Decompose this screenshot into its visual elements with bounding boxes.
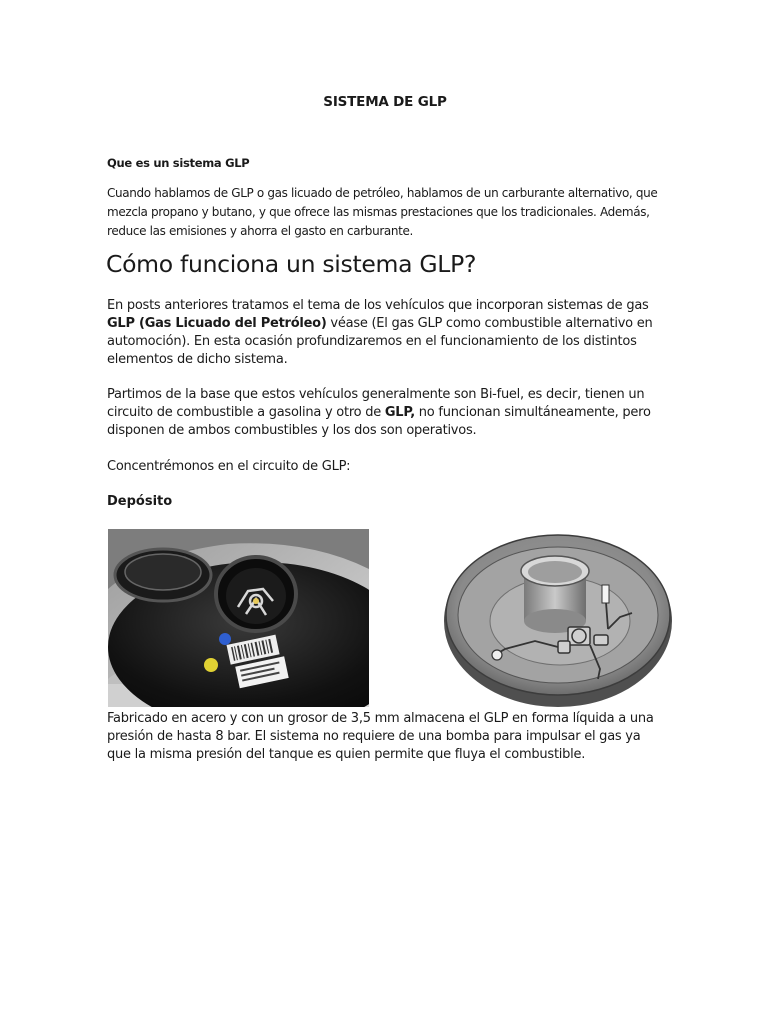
paragraph-1-text-a: En posts anteriores tratamos el tema de los vehículos que incorporan sistemas de gas: [107, 298, 649, 313]
document-title: SISTEMA DE GLP: [323, 94, 447, 110]
paragraph-4: Fabricado en acero y con un grosor de 3,5 mm almacena el GLP en forma líquida a una presión de hasta 8 bar. El sistema no requiere de una bomba para impulsar el gas ya que la misma presión del tanque es quien permite que fluya el combustible.: [107, 711, 654, 762]
paragraph-1-text-c: véase (El gas GLP como combustible alternativo en automoción). En esta ocasión profundizaremos en el funcionamiento de los distintos elementos de dicho sistema.: [107, 316, 653, 367]
paragraph-2: [107, 386, 667, 440]
section-heading-deposito: Depósito: [107, 494, 173, 509]
paragraph-2-text-c: no funcionan simultáneamente, pero disponen de ambos combustibles y los dos son operativos.: [107, 405, 651, 438]
tank-diagram: [440, 529, 676, 709]
tank-photo: [108, 529, 369, 707]
paragraph-2-text-a: Partimos de la base que estos vehículos generalmente son Bi-fuel, es decir, tienen un circuito de combustible a gasolina y otro de: [107, 387, 645, 420]
subheading: Que es un sistema GLP: [107, 156, 250, 170]
paragraph-1: [107, 297, 667, 369]
main-heading: Cómo funciona un sistema GLP?: [106, 250, 477, 278]
paragraph-1-bold: GLP (Gas Licuado del Petróleo): [107, 316, 327, 331]
paragraph-3: Concentrémonos en el circuito de GLP:: [107, 459, 351, 474]
intro-paragraph: Cuando hablamos de GLP o gas licuado de petróleo, hablamos de un carburante alternativo, que mezcla propano y butano, y que ofrece las mismas prestaciones que los tradicionales. Además, reduce las emisiones y ahorra el gasto en carburante.: [107, 186, 658, 238]
paragraph-2-bold: GLP,: [384, 405, 415, 420]
